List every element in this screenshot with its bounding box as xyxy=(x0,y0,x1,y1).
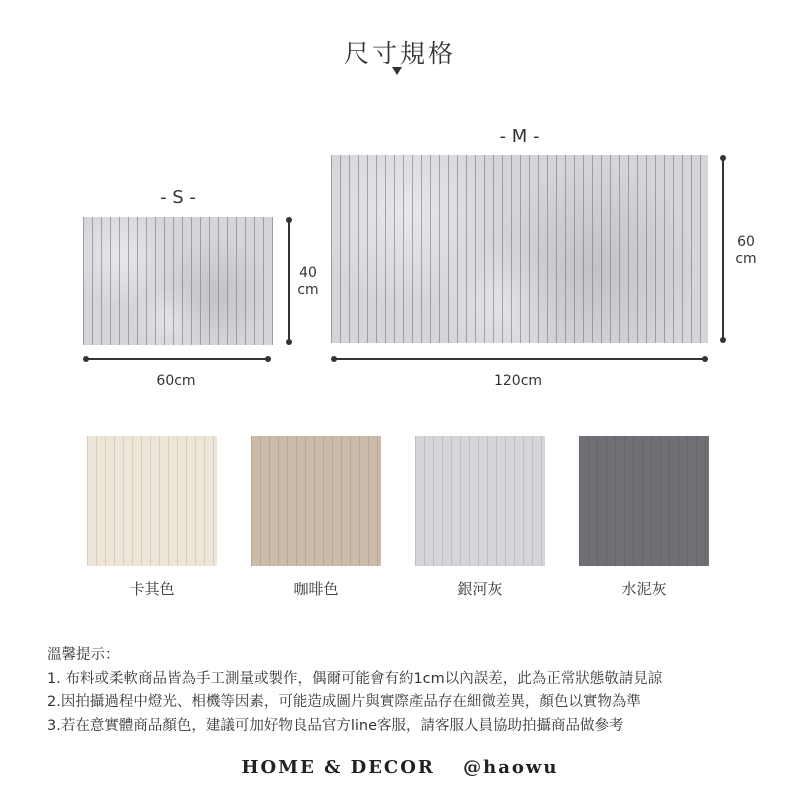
swatch-khaki-label: 卡其色 xyxy=(129,580,175,598)
size-s-width-value: 60cm xyxy=(156,373,196,389)
size-m-height-bottom-dot xyxy=(720,337,726,343)
size-s-width-right-dot xyxy=(265,356,271,362)
swatch-cement-gray xyxy=(579,436,709,566)
size-m-panel-image xyxy=(331,155,708,343)
note-line: 3.若在意實體商品顏色，建議可加好物良品官方line客服，請客服人員協助拍攝商品做參考 xyxy=(47,717,624,734)
size-s-panel-image xyxy=(83,217,273,345)
brand-handle: @haowu xyxy=(463,757,559,778)
swatch-khaki xyxy=(87,436,217,566)
size-m-width-line xyxy=(334,358,705,360)
size-s-width-line xyxy=(86,358,268,360)
swatch-cement-gray-label: 水泥灰 xyxy=(621,580,667,598)
size-s-height-line xyxy=(288,220,290,342)
swatch-galaxy-gray xyxy=(415,436,545,566)
size-s-height-bottom-dot xyxy=(286,339,292,345)
swatch-coffee xyxy=(251,436,381,566)
page-title: 尺寸規格 xyxy=(343,39,456,68)
size-s-label: - S - xyxy=(160,187,196,208)
note-line: 1. 布料或柔軟商品皆為手工測量或製作，偶爾可能會有約1cm以內誤差，此為正常狀態敬請見諒 xyxy=(47,670,663,687)
size-m-height-top-dot xyxy=(720,155,726,161)
size-m-height-value: 60 xyxy=(737,234,755,250)
note-line: 2.因拍攝過程中燈光、相機等因素，可能造成圖片與實際產品存在細微差異，顏色以實物為準 xyxy=(47,694,641,710)
size-s-height-unit: cm xyxy=(297,282,319,298)
size-s-height-value: 40 xyxy=(299,265,317,281)
footer xyxy=(0,757,800,778)
down-arrow-icon xyxy=(392,67,402,75)
size-m-width-value: 120cm xyxy=(493,373,543,389)
size-m-width-left-dot xyxy=(331,356,337,362)
swatch-coffee-label: 咖啡色 xyxy=(293,580,339,598)
size-m-height-unit: cm xyxy=(735,251,757,267)
size-s-width-left-dot xyxy=(83,356,89,362)
notes-block xyxy=(47,644,662,738)
size-m-width-right-dot xyxy=(702,356,708,362)
brand-name: HOME & DECOR xyxy=(241,757,435,778)
size-m-height-line xyxy=(722,158,724,340)
swatch-galaxy-gray-label: 銀河灰 xyxy=(457,580,503,598)
notes-heading: 溫馨提示： xyxy=(47,647,120,663)
size-s-height-top-dot xyxy=(286,217,292,223)
size-m-label: - M - xyxy=(499,126,540,147)
